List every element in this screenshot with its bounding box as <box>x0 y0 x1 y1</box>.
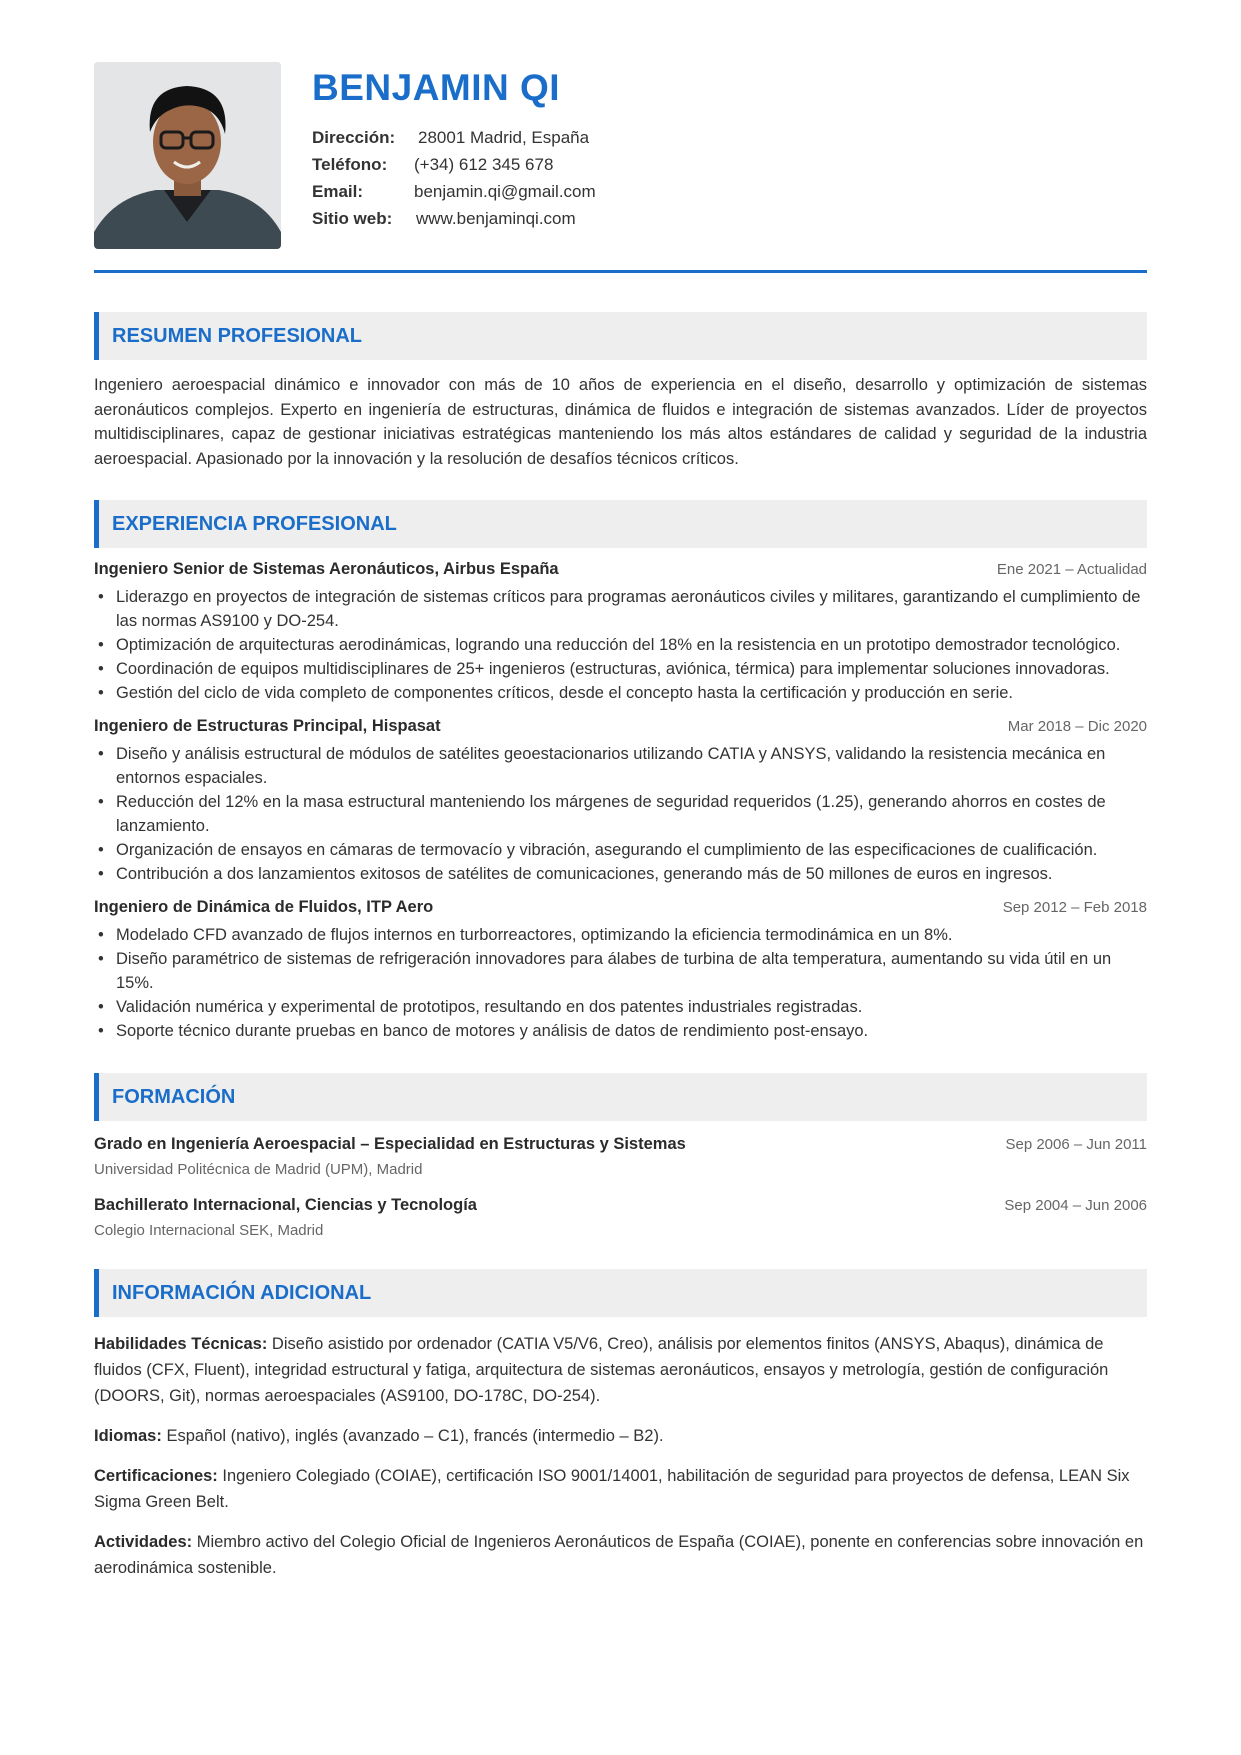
job-bullets <box>94 742 1147 886</box>
job-header <box>94 560 1147 579</box>
contact-label: Sitio web: <box>312 209 393 228</box>
job-entry <box>94 560 1147 705</box>
job-bullets <box>94 923 1147 1043</box>
additional-item-languages <box>94 1423 1147 1449</box>
item-label: Actividades: <box>94 1533 193 1551</box>
bullet-item: • Modelado CFD avanzado de flujos internos en turborreactores, optimizando la eficiencia termodinámica en un 8%. <box>94 923 1147 947</box>
school-name: Universidad Politécnica de Madrid (UPM), Madrid <box>94 1161 423 1178</box>
contact-value: (+34) 612 345 678 <box>414 155 554 174</box>
section-header-experience <box>94 500 1147 548</box>
section-header-summary <box>94 312 1147 360</box>
job-entry <box>94 717 1147 886</box>
bullet-item: • Coordinación de equipos multidisciplinares de 25+ ingenieros (estructuras, aviónica, térmica) para implementar soluciones innovadoras. <box>94 657 1147 681</box>
bullet-item: • Diseño paramétrico de sistemas de refrigeración innovadores para álabes de turbina de alta temperatura, aumentando su vida útil en un 15%. <box>94 947 1147 995</box>
section-header-education <box>94 1073 1147 1121</box>
education-entry <box>94 1135 1147 1178</box>
education-dates: Sep 2004 – Jun 2006 <box>1004 1197 1147 1214</box>
contact-row-email <box>312 178 596 205</box>
bullet-item: • Reducción del 12% en la masa estructural manteniendo los márgenes de seguridad requeridos (1.25), generando ahorros en costes de lanzamiento. <box>94 790 1147 838</box>
summary-text: Ingeniero aeroespacial dinámico e innovador con más de 10 años de experiencia en el diseño, desarrollo y optimización de sistemas aeronáuticos complejos. Experto en ingeniería de estructuras, dinámica de fluidos e integración de sistemas avanzados. Líder de proyectos multidisciplinares, capaz de gestionar iniciativas estratégicas manteniendo los más altos estándares de calidad y seguridad de la industria aeroespacial. Apasionado por la innovación y la resolución de desafíos técnicos críticos. <box>94 376 1147 468</box>
education-header <box>94 1135 1147 1154</box>
job-title: Ingeniero de Dinámica de Fluidos, ITP Aero <box>94 898 434 916</box>
bullet-item: • Diseño y análisis estructural de módulos de satélites geoestacionarios utilizando CATIA y ANSYS, validando la resistencia mecánica en entornos espaciales. <box>94 742 1147 790</box>
bullet-item: • Gestión del ciclo de vida completo de componentes críticos, desde el concepto hasta la certificación y producción en serie. <box>94 681 1147 705</box>
header-divider <box>94 270 1147 273</box>
contact-label: Dirección: <box>312 128 396 147</box>
contact-value[interactable]: benjamin.qi@gmail.com <box>414 182 596 201</box>
contact-value[interactable]: www.benjaminqi.com <box>416 209 576 228</box>
section-title: RESUMEN PROFESIONAL <box>112 324 363 347</box>
bullet-item: • Validación numérica y experimental de prototipos, resultando en dos patentes industriales registradas. <box>94 995 1147 1019</box>
job-bullets <box>94 585 1147 705</box>
item-label: Habilidades Técnicas: <box>94 1335 268 1353</box>
job-dates: Ene 2021 – Actualidad <box>996 561 1147 578</box>
job-entry <box>94 898 1147 1043</box>
bullet-item: • Liderazgo en proyectos de integración de sistemas críticos para programas aeronáuticos civiles y militares, garantizando el cumplimiento de las normas AS9100 y DO-254. <box>94 585 1147 633</box>
job-header <box>94 717 1147 736</box>
job-header <box>94 898 1147 917</box>
job-title: Ingeniero de Estructuras Principal, Hispasat <box>94 717 441 735</box>
candidate-name: BENJAMIN QI <box>312 67 561 108</box>
resume-page <box>94 62 1147 1581</box>
job-dates: Mar 2018 – Dic 2020 <box>1007 718 1147 735</box>
section-title: INFORMACIÓN ADICIONAL <box>112 1281 372 1304</box>
section-header-additional <box>94 1269 1147 1317</box>
bullet-item: • Contribución a dos lanzamientos exitosos de satélites de comunicaciones, generando más de 50 millones de euros en ingresos. <box>94 862 1147 886</box>
item-text: Diseño asistido por ordenador (CATIA V5/V6, Creo), análisis por elementos finitos (ANSYS, Abaqus), dinámica de fluidos (CFX, Fluent), integridad estructural y fatiga, arquitectura de sistemas aeronáuticos, ensayos y metrología, gestión de configuración (DOORS, Git), normas aeroespaciales (AS9100, DO-178C, DO-254). <box>94 1335 1109 1405</box>
header-info <box>312 62 596 232</box>
education-entry <box>94 1196 1147 1239</box>
contact-value: 28001 Madrid, España <box>418 128 590 147</box>
job-title: Ingeniero Senior de Sistemas Aeronáuticos, Airbus España <box>94 560 559 578</box>
bullet-item: • Organización de ensayos en cámaras de termovacío y vibración, asegurando el cumplimiento de las especificaciones de cualificación. <box>94 838 1147 862</box>
item-text: Ingeniero Colegiado (COIAE), certificación ISO 9001/14001, habilitación de seguridad para proyectos de defensa, LEAN Six Sigma Green Belt. <box>94 1467 1130 1511</box>
section-title: FORMACIÓN <box>112 1085 236 1108</box>
profile-photo <box>94 62 281 249</box>
education-dates: Sep 2006 – Jun 2011 <box>1005 1136 1147 1153</box>
contact-label: Email: <box>312 182 364 201</box>
item-label: Idiomas: <box>94 1427 162 1445</box>
school-name: Colegio Internacional SEK, Madrid <box>94 1222 324 1239</box>
item-text: Miembro activo del Colegio Oficial de Ingenieros Aeronáuticos de España (COIAE), ponente en conferencias sobre innovación en aerodinámica sostenible. <box>94 1533 1144 1577</box>
contact-row-website <box>312 205 596 232</box>
person-portrait-icon <box>94 62 281 249</box>
section-title: EXPERIENCIA PROFESIONAL <box>112 512 397 535</box>
item-text: Español (nativo), inglés (avanzado – C1), francés (intermedio – B2). <box>161 1427 664 1445</box>
additional-item-skills <box>94 1331 1147 1409</box>
contact-row-address <box>312 124 596 151</box>
additional-item-certifications <box>94 1463 1147 1515</box>
additional-info <box>94 1331 1147 1581</box>
contact-row-phone <box>312 151 596 178</box>
bullet-item: • Soporte técnico durante pruebas en banco de motores y análisis de datos de rendimiento post-ensayo. <box>94 1019 1147 1043</box>
contact-label: Teléfono: <box>312 155 388 174</box>
job-dates: Sep 2012 – Feb 2018 <box>1002 899 1147 916</box>
resume-header <box>94 62 1147 250</box>
degree-title: Bachillerato Internacional, Ciencias y Tecnología <box>94 1196 477 1214</box>
contact-block <box>312 124 596 232</box>
additional-item-activities <box>94 1529 1147 1581</box>
degree-title: Grado en Ingeniería Aeroespacial – Especialidad en Estructuras y Sistemas <box>94 1135 686 1153</box>
bullet-item: • Optimización de arquitecturas aerodinámicas, logrando una reducción del 18% en la resistencia en un prototipo demostrador tecnológico. <box>94 633 1147 657</box>
item-label: Certificaciones: <box>94 1467 218 1485</box>
education-header <box>94 1196 1147 1215</box>
